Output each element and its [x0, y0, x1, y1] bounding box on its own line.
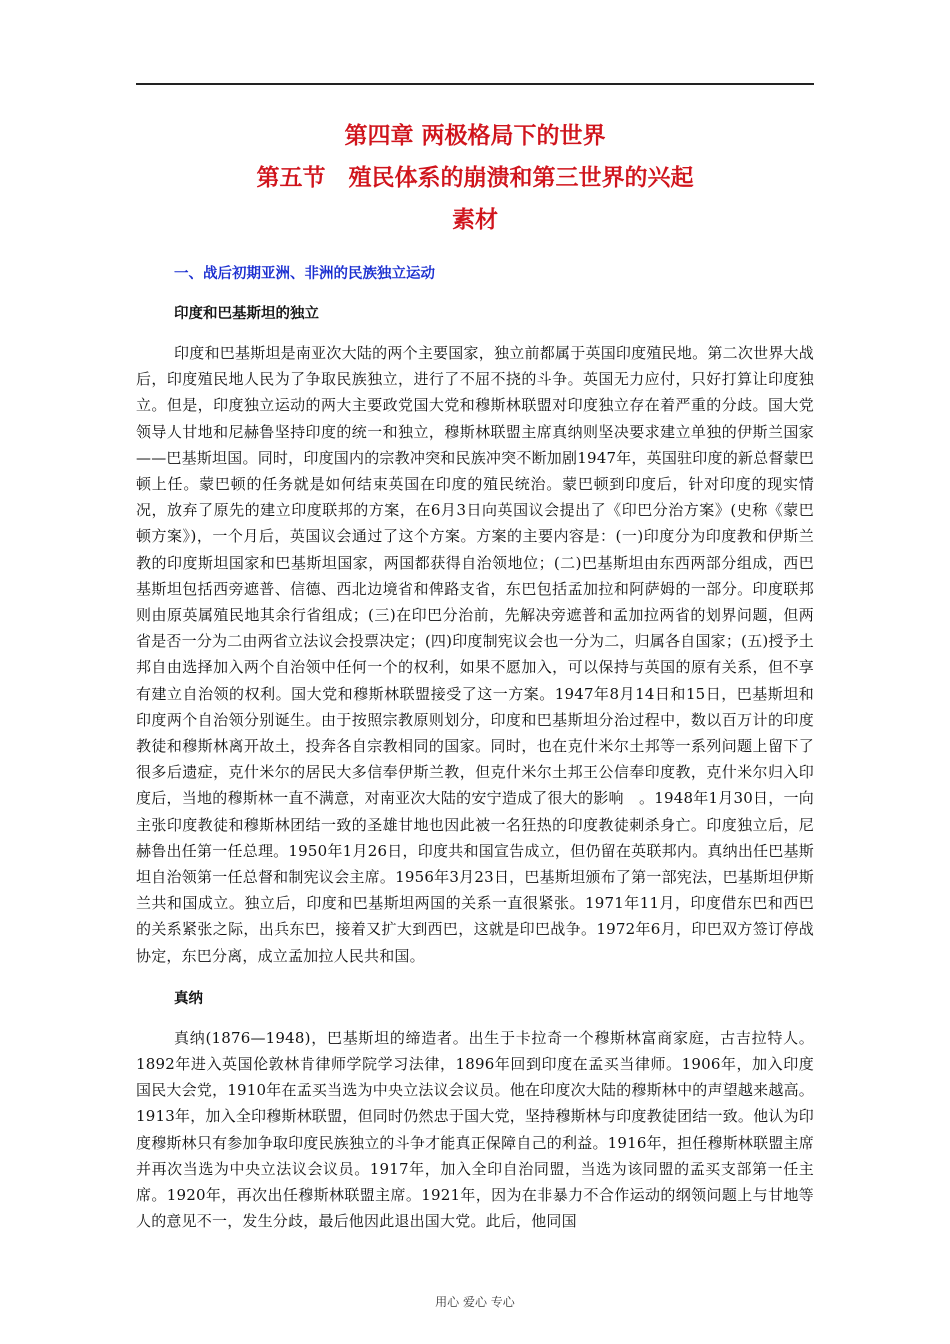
paragraph-india-pakistan: 印度和巴基斯坦是南亚次大陆的两个主要国家，独立前都属于英国印度殖民地。第二次世界大战后，印度殖民地人民为了争取民族独立，进行了不屈不挠的斗争。英国无力应付，只好打算让印度独立。但是，印度独立运动的两大主要政党国大党和穆斯林联盟对印度独立存在着严重的分歧。国大党领导人甘地和尼赫鲁坚持印度的统一和独立，穆斯林联盟主席真纳则坚决要求建立单独的伊斯兰国家——巴基斯坦国。同时，印度国内的宗教冲突和民族冲突不断加剧1947年，英国驻印度的新总督蒙巴顿上任。蒙巴顿的任务就是如何结束英国在印度的殖民统治。蒙巴顿到印度后，针对印度的现实情况，放弃了原先的建立印度联邦的方案，在6月3日向英国议会提出了《印巴分治方案》(史称《蒙巴顿方案》)，一个月后，英国议会通过了这个方案。方案的主要内容是：(一)印度分为印度教和伊斯兰教的印度斯坦国家和巴基斯坦国家，两国都获得自治领地位；(二)巴基斯坦由东西两部分组成，西巴基斯坦包括西旁遮普、信德、西北边境省和俾路支省，东巴包括孟加拉和阿萨姆的一部分。印度联邦则由原英属殖民地其余行省组成；(三)在印巴分治前，先解决旁遮普和孟加拉两省的划界问题，但两省是否一分为二由两省立法议会投票决定；(四)印度制宪议会也一分为二，归属各自国家；(五)授予土邦自由选择加入两个自治领中任何一个的权利，如果不愿加入，可以保持与英国的原有关系，但不享有建立自治领的权利。国大党和穆斯林联盟接受了这一方案。1947年8月14日和15日，巴基斯坦和印度两个自治领分别诞生。由于按照宗教原则划分，印度和巴基斯坦分治过程中，数以百万计的印度教徒和穆斯林离开故土，投奔各自宗教相同的国家。同时，也在克什米尔土邦等一系列问题上留下了很多后遗症，克什米尔的居民大多信奉伊斯兰教，但克什米尔土邦王公信奉印度教，克什米尔归入印度后，当地的穆斯林一直不满意，对南亚次大陆的安宁造成了很大的影响 。1948年1月30日，一向主张印度教徒和穆斯林团结一致的圣雄甘地也因此被一名狂热的印度教徒刺杀身亡。印度独立后，尼赫鲁出任第一任总理。1950年1月26日，印度共和国宣告成立，但仍留在英联邦内。真纳出任巴基斯坦自治领第一任总督和制宪议会主席。1956年3月23日，巴基斯坦颁布了第一部宪法，巴基斯坦伊斯兰共和国成立。独立后，印度和巴基斯坦两国的关系一直很紧张。1971年11月，印度借东巴和西巴的关系紧张之际，出兵东巴，接着又扩大到西巴，这就是印巴战争。1972年6月，印巴双方签订停战协定，东巴分离，成立孟加拉人民共和国。 — [136, 344, 814, 965]
section-heading: 一、战后初期亚洲、非洲的民族独立运动 — [174, 266, 435, 282]
subheading-jinnah: 真纳 — [174, 990, 203, 1007]
header-rule — [136, 83, 814, 85]
material-label: 素材 — [452, 207, 498, 233]
paragraph-jinnah: 真纳(1876—1948)，巴基斯坦的缔造者。出生于卡拉奇一个穆斯林富商家庭，古吉拉特人。1892年进入英国伦敦林肯律师学院学习法律，1896年回到印度在孟买当律师。1906年，加入印度国民大会党，1910年在孟买当选为中央立法议会议员。他在印度次大陆的穆斯林中的声望越来越高。1913年，加入全印穆斯林联盟，但同时仍然忠于国大党，坚持穆斯林与印度教徒团结一致。他认为印度穆斯林只有参加争取印度民族独立的斗争才能真正保障自己的利益。1916年，担任穆斯林联盟主席并再次当选为中央立法议会议员。1917年，加入全印自治同盟，当选为该同盟的孟买支部第一任主席。1920年，再次出任穆斯林联盟主席。1921年，因为在非暴力不合作运动的纲领问题上与甘地等人的意见不一，发生分歧，最后他因此退出国大党。此后，他同国 — [136, 1028, 814, 1231]
chapter-title: 第四章 两极格局下的世界 — [344, 123, 606, 149]
document-body — [136, 118, 814, 1235]
page-footer: 用心 爱心 专心 — [435, 1295, 515, 1309]
section-title: 第五节 殖民体系的崩溃和第三世界的兴起 — [256, 165, 694, 191]
subheading-india-pakistan: 印度和巴基斯坦的独立 — [174, 306, 319, 322]
